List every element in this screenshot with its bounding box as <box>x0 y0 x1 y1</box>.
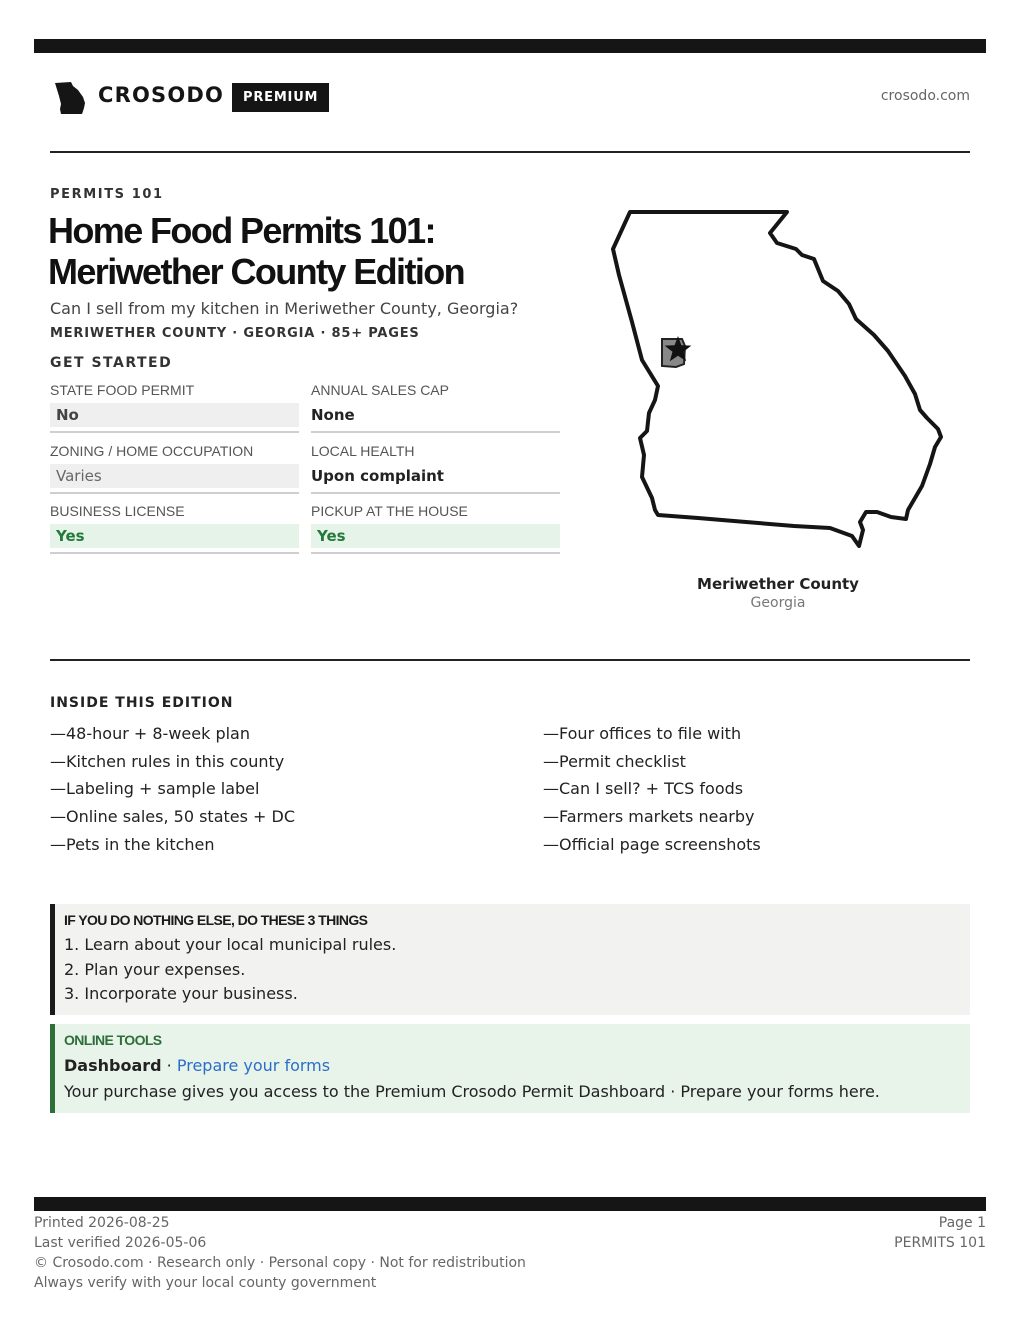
disclaimer: Always verify with your local county government <box>34 1275 377 1291</box>
header <box>50 78 970 118</box>
list-item: —Labeling + sample label <box>50 779 260 799</box>
fact-divider <box>50 492 299 494</box>
fact-local-health <box>311 443 560 504</box>
title-line-2: Meriwether County Edition <box>48 251 465 292</box>
eyebrow: PERMITS 101 <box>50 187 164 202</box>
fact-divider <box>311 492 560 494</box>
dashboard-line <box>64 1053 970 1079</box>
header-divider <box>50 151 970 153</box>
fact-value: No <box>50 403 299 427</box>
prepare-forms-link[interactable]: Prepare your forms <box>176 1056 331 1075</box>
fact-state-food-permit <box>50 382 299 443</box>
list-item: 1. Learn about your local municipal rules. <box>64 935 397 954</box>
fact-divider <box>311 552 560 554</box>
footer-bar <box>34 1197 986 1211</box>
dashboard-label: Dashboard <box>64 1056 162 1075</box>
get-started-heading: GET STARTED <box>50 355 173 371</box>
fact-divider <box>50 552 299 554</box>
georgia-map <box>606 205 948 555</box>
printed-date: Printed 2026-08-25 <box>34 1215 170 1231</box>
georgia-outline <box>613 212 941 546</box>
list-item: —48-hour + 8-week plan <box>50 724 250 743</box>
list-item: —Can I sell? + TCS foods <box>543 779 744 799</box>
fact-divider <box>311 431 560 433</box>
fact-label: PICKUP AT THE HOUSE <box>311 503 468 519</box>
inside-edition-heading: INSIDE THIS EDITION <box>50 695 234 711</box>
fact-value: None <box>311 406 355 424</box>
edition-meta: MERIWETHER COUNTY · GEORGIA · 85+ PAGES <box>50 326 420 341</box>
section-name: PERMITS 101 <box>894 1235 986 1251</box>
contents-list-right <box>543 722 761 860</box>
fact-label: BUSINESS LICENSE <box>50 503 185 519</box>
georgia-logo-icon <box>54 80 88 116</box>
subtitle: Can I sell from my kitchen in Meriwether County, Georgia? <box>50 299 519 318</box>
fact-value: Varies <box>50 464 299 488</box>
fact-divider <box>50 431 299 433</box>
section-divider <box>50 659 970 661</box>
page-number: Page 1 <box>938 1215 986 1231</box>
list-item: —Kitchen rules in this county <box>50 751 285 771</box>
online-tools-callout <box>50 1024 970 1113</box>
verified-date: Last verified 2026-05-06 <box>34 1235 207 1251</box>
list-item: 2. Plan your expenses. <box>64 959 246 979</box>
fact-business-license <box>50 503 299 564</box>
fact-label: STATE FOOD PERMIT <box>50 382 195 398</box>
map-caption <box>640 575 916 611</box>
list-item: —Permit checklist <box>543 751 686 771</box>
list-item: —Online sales, 50 states + DC <box>50 807 296 827</box>
top-bar <box>34 39 986 53</box>
fact-zoning <box>50 443 299 504</box>
footer-right <box>894 1213 986 1253</box>
map-county-name: Meriwether County <box>697 575 859 593</box>
fact-label: ZONING / HOME OCCUPATION <box>50 443 254 459</box>
page-title <box>48 210 588 292</box>
brand-name: CROSODO <box>98 83 225 107</box>
three-things-callout <box>50 904 970 1015</box>
list-item: —Farmers markets nearby <box>543 807 755 827</box>
site-url[interactable]: crosodo.com <box>880 88 970 104</box>
fact-annual-sales-cap <box>311 382 560 443</box>
separator: · <box>161 1056 177 1075</box>
dashboard-description: Your purchase gives you access to the Premium Crosodo Permit Dashboard · Prepare your forms here. <box>64 1082 880 1101</box>
map-state-name: Georgia <box>750 595 806 611</box>
list-item: —Pets in the kitchen <box>50 834 215 854</box>
fact-value: Upon complaint <box>311 467 444 485</box>
fact-label: LOCAL HEALTH <box>311 443 415 459</box>
fact-value: Yes <box>311 524 560 548</box>
fact-pickup <box>311 503 560 564</box>
list-item: —Official page screenshots <box>543 834 761 854</box>
contents-list-left <box>50 722 295 860</box>
title-line-1: Home Food Permits 101: <box>48 210 435 251</box>
premium-badge: PREMIUM <box>232 83 329 112</box>
callout-title: IF YOU DO NOTHING ELSE, DO THESE 3 THINGS <box>64 912 368 928</box>
callout-title: ONLINE TOOLS <box>64 1032 162 1048</box>
fact-value: Yes <box>50 524 299 548</box>
footer-left <box>34 1213 526 1293</box>
fact-label: ANNUAL SALES CAP <box>311 382 449 398</box>
list-item: —Four offices to file with <box>543 724 742 743</box>
copyright: © Crosodo.com · Research only · Personal copy · Not for redistribution <box>34 1255 526 1271</box>
list-item: 3. Incorporate your business. <box>64 984 298 1003</box>
three-things-list <box>64 933 970 1007</box>
